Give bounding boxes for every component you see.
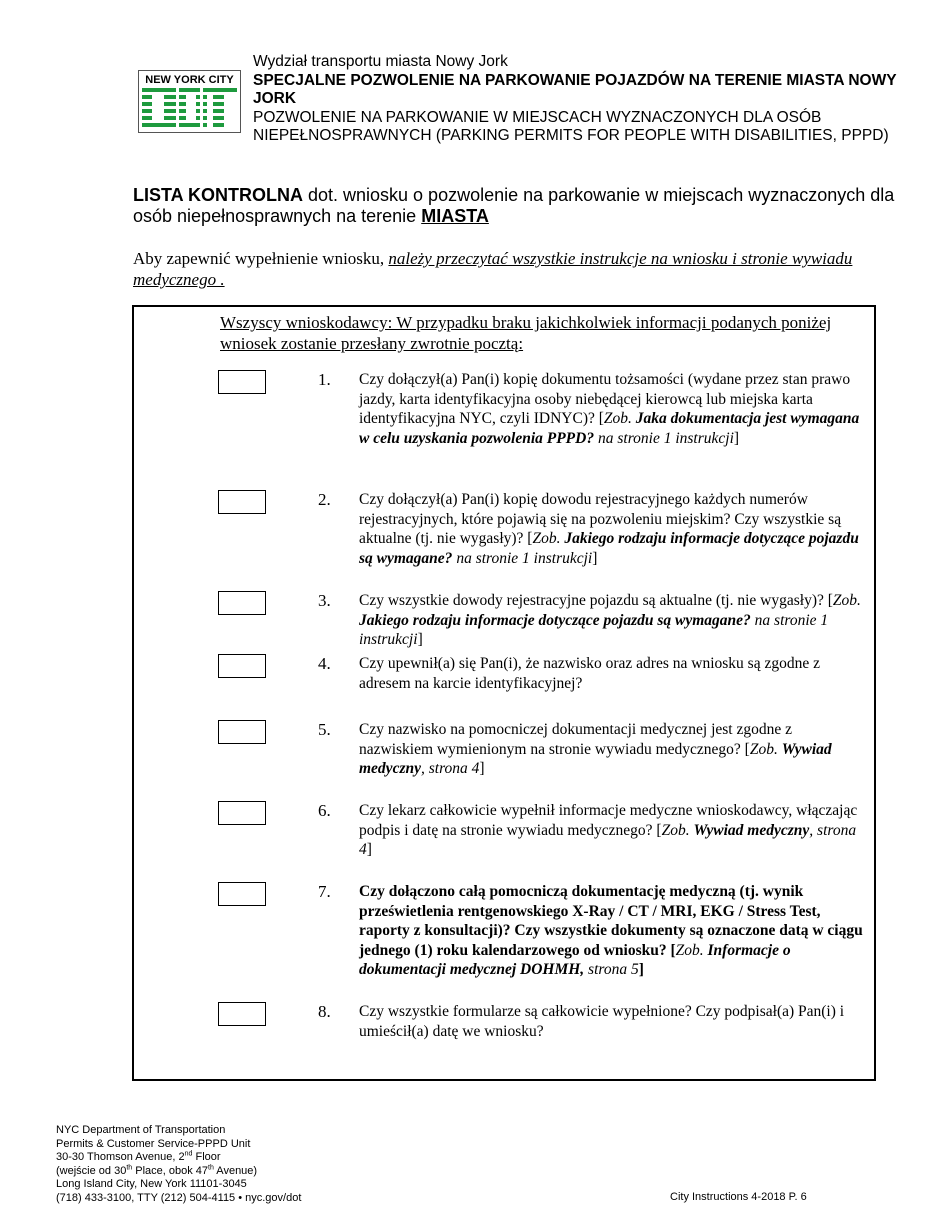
checklist-checkbox-1[interactable]: [218, 370, 266, 394]
item-text: [359, 882, 864, 980]
item-ref-close: ]: [592, 549, 598, 567]
item-ref-close: ]: [638, 961, 644, 979]
item-question: Czy dołączono całą pomocniczą dokumentację medyczną (tj. wynik prześwietlenia rentgenowskiego X-Ray / CT / MRI, EKG / Stress Test, raporty z konsultacji)? Czy wszystkie dokumenty są oznaczone datą w ciągu jednego (1) roku kalendarzowego od wniosku? [: [359, 883, 863, 959]
checklist-checkbox-7[interactable]: [218, 882, 266, 906]
footer-sup: th: [208, 1163, 214, 1171]
footer-line: Permits & Customer Service-PPPD Unit: [56, 1137, 251, 1150]
item-ref-close: ]: [733, 429, 740, 447]
item-text: [359, 720, 864, 779]
checklist-checkbox-4[interactable]: [218, 654, 266, 678]
page-reference: City Instructions 4-2018 P. 6: [670, 1191, 807, 1203]
item-number: 1.: [318, 370, 331, 389]
footer-line: [56, 1165, 301, 1179]
footer-line: [56, 1151, 301, 1165]
checklist-checkbox-3[interactable]: [218, 591, 266, 615]
item-ref-tail: na stronie 1 instrukcji: [359, 611, 829, 649]
item-ref-close: ]: [366, 841, 372, 859]
checklist-checkbox-8[interactable]: [218, 1002, 266, 1026]
item-ref-lead: Zob.: [532, 530, 565, 548]
item-number: 3.: [318, 591, 331, 610]
item-number: 4.: [318, 654, 331, 673]
item-number: 5.: [318, 720, 331, 739]
item-ref-close: ]: [417, 631, 423, 649]
item-text: [359, 490, 864, 568]
footer-text: Floor: [192, 1151, 221, 1163]
footer-text: Place, obok 47: [132, 1164, 209, 1177]
document-title: SPECJALNE POZWOLENIE NA PARKOWANIE POJAZDÓW NA TERENIE MIASTA NOWY JORK: [253, 71, 897, 107]
item-ref-tail: , strona 4: [359, 821, 857, 859]
item-text: [359, 801, 864, 860]
footer-address: [56, 1124, 301, 1205]
item-text: [359, 1002, 864, 1041]
item-ref-title: Wywiad medyczny: [693, 821, 810, 839]
item-number: 8.: [318, 1002, 331, 1021]
checklist-checkbox-5[interactable]: [218, 720, 266, 744]
item-ref-close: ]: [479, 760, 485, 778]
footer-text: 30-30 Thomson Avenue, 2: [56, 1151, 185, 1163]
item-ref-tail: strona 5: [584, 961, 639, 979]
item-ref-tail: na stronie 1 instrukcji: [594, 429, 734, 447]
footer-text: Avenue): [213, 1164, 258, 1177]
item-text: [359, 654, 864, 693]
item-ref-title: Jakiego rodzaju informacje dotyczące pojazdu są wymagane?: [359, 611, 751, 629]
item-ref-title: Jaka dokumentacja jest wymagana w celu uzyskania pozwolenia PPPD?: [359, 410, 860, 447]
item-ref-tail: na stronie 1 instrukcji: [452, 549, 593, 567]
item-ref-title: Informacje o dokumentacji medycznej DOHMH,: [359, 941, 791, 979]
item-number: 2.: [318, 490, 331, 509]
item-ref-lead: Zob.: [661, 821, 694, 839]
item-number: 7.: [318, 882, 331, 901]
agency-name: Wydział transportu miasta Nowy Jork: [253, 53, 508, 70]
checklist-title: [133, 185, 913, 227]
item-question: Czy nazwisko na pomocniczej dokumentacji medycznej jest zgodne z nazwiskiem wymienionym na stronie wywiadu medycznego? [: [359, 721, 792, 758]
checklist-checkbox-2[interactable]: [218, 490, 266, 514]
item-ref-lead: Zob.: [749, 740, 782, 758]
item-question: Czy dołączył(a) Pan(i) kopię dokumentu tożsamości (wydane przez stan prawo jazdy, karta identyfikacyjna osoby niebędącej kierowcą lub miejska karta identyfikacyjna NYC, czyli IDNYC)? [: [359, 371, 851, 428]
footer-sup: th: [126, 1163, 133, 1171]
item-ref-lead: Zob.: [603, 410, 636, 428]
checklist-title-city: MIASTA: [421, 206, 489, 226]
intro-underlined: należy przeczytać wszystkie instrukcje na wniosku i stronie wywiadu medycznego .: [133, 249, 853, 289]
item-ref-title: Jakiego rodzaju informacje dotyczące pojazdu są wymagane?: [359, 530, 859, 567]
intro-plain: Aby zapewnić wypełnienie wniosku,: [133, 249, 389, 268]
footer-text: (wejście od 30: [56, 1164, 127, 1177]
item-question: Czy lekarz całkowicie wypełnił informacje medyczne wnioskodawcy, włączając podpis i datę na stronie wywiadu medycznego? [: [359, 802, 858, 839]
item-question: Czy upewnił(a) się Pan(i), że nazwisko oraz adres na wniosku są zgodne z adresem na karcie identyfikacyjnej?: [359, 655, 820, 692]
item-ref-lead: Zob.: [832, 592, 861, 609]
checklist-checkbox-6[interactable]: [218, 801, 266, 825]
checklist-box: [132, 305, 876, 1081]
checklist-box-heading: Wszyscy wnioskodawcy: W przypadku braku jakichkolwiek informacji podanych poniżej wniosek zostanie przesłany zwrotnie pocztą:: [220, 313, 832, 353]
document-subtitle: POZWOLENIE NA PARKOWANIE W MIEJSCACH WYZNACZONYCH DLA OSÓB NIEPEŁNOSPRAWNYCH (PARKING PERMITS FOR PEOPLE WITH DISABILITIES, PPPD): [253, 108, 889, 144]
footer-sup: nd: [184, 1150, 193, 1158]
item-text: [359, 591, 864, 650]
checklist-title-rest: dot. wniosku o pozwolenie na parkowanie w miejscach wyznaczonych dla osób niepełnosprawnych na terenie: [133, 185, 895, 226]
footer-line: Long Island City, New York 11101-3045: [56, 1178, 247, 1190]
item-ref-title: Wywiad medyczny: [359, 740, 832, 778]
footer-contact-line: (718) 433-3100, TTY (212) 504-4115 • nyc.gov/dot: [56, 1191, 302, 1204]
item-ref-lead: Zob.: [675, 941, 708, 959]
item-question: Czy wszystkie dowody rejestracyjne pojazdu są aktualne (tj. nie wygasły)? [: [359, 592, 833, 609]
item-number: 6.: [318, 801, 331, 820]
footer-line: NYC Department of Transportation: [56, 1124, 226, 1136]
item-text: [359, 370, 864, 448]
item-ref-tail: , strona 4: [420, 760, 480, 778]
item-question: Czy wszystkie formularze są całkowicie wypełnione? Czy podpisał(a) Pan(i) i umieścił(a) datę we wniosku?: [359, 1003, 845, 1040]
logo-city-text: NEW YORK CITY: [145, 74, 234, 86]
checklist-title-bold: LISTA KONTROLNA: [133, 185, 303, 205]
nyc-dot-logo: [138, 70, 241, 133]
document-header: [253, 53, 903, 146]
item-question: Czy dołączył(a) Pan(i) kopię dowodu rejestracyjnego każdych numerów rejestracyjnych, które pojawią się na pozwoleniu miejskim? Czy wszystkie są aktualne (tj. nie wygasły)? [: [359, 491, 842, 548]
intro-paragraph: [133, 248, 873, 290]
